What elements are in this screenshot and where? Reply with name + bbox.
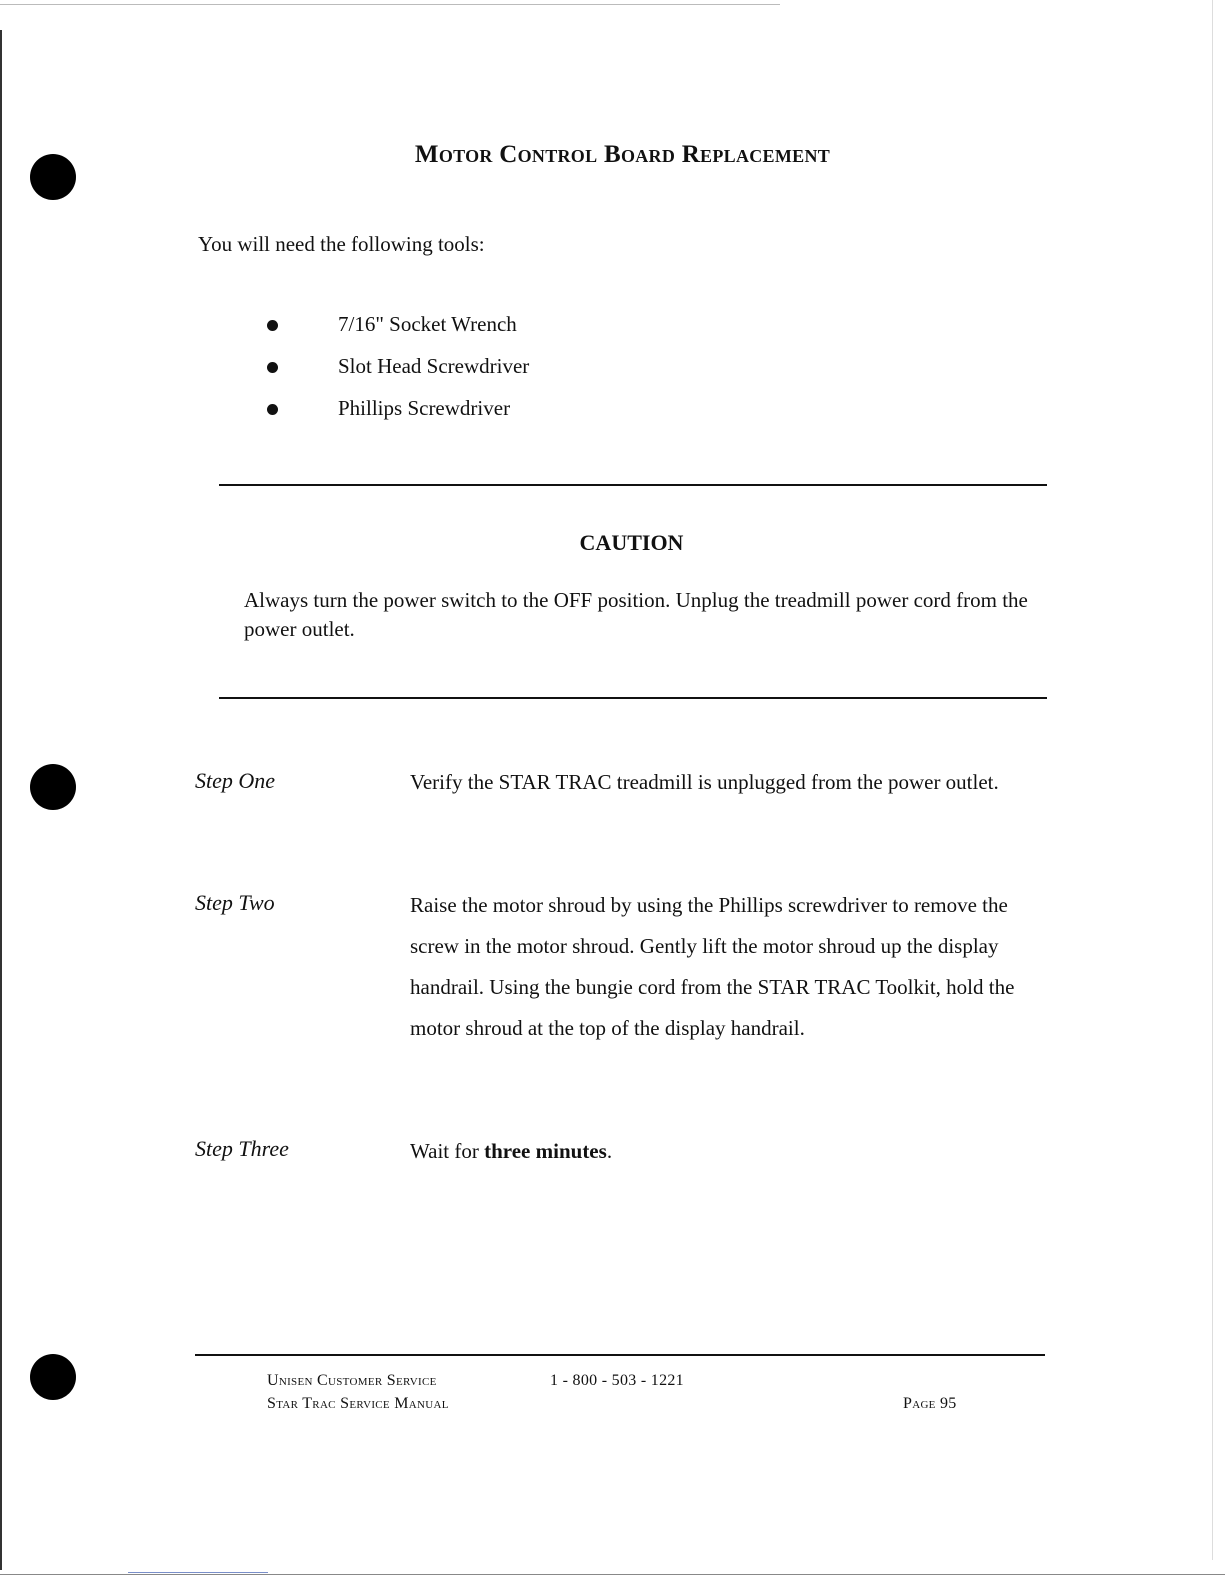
step-three-text-before: Wait for [410,1139,485,1163]
page-title: Motor Control Board Replacement [414,141,831,168]
bullet-icon [267,404,278,415]
footer-phone: 1 - 800 - 503 - 1221 [550,1372,684,1389]
caution-top-divider [219,484,1047,486]
punch-hole-bottom [30,1354,76,1400]
step-two-text: Raise the motor shroud by using the Phillips screwdriver to remove the screw in the motor shroud. Gently lift the motor shroud up the display handrail. Using the bungie cord from the STAR TRAC Toolkit, hold the motor shroud at the top of the display handrail. [410,893,1015,1040]
page-edge-left [0,30,2,1570]
bullet-icon [267,362,278,373]
step-one-label: Step One [195,768,276,793]
tool-list [267,312,529,438]
page-edge-right [1212,0,1213,1560]
tools-intro: You will need the following tools: [198,232,485,256]
step-three-text-after: . [606,1139,613,1163]
page-edge-bottom-mark [128,1572,268,1573]
caution-heading: CAUTION [579,530,684,555]
bullet-icon [267,320,278,331]
page-edge-bottom [0,1574,1225,1575]
step-three-text [410,1131,1040,1172]
tool-item [267,312,529,354]
tool-item [267,396,529,438]
tool-item-label: Phillips Screwdriver [338,396,511,420]
step-one-text: Verify the STAR TRAC treadmill is unplugged from the power outlet. [410,770,999,794]
tool-item-label: Slot Head Screwdriver [338,354,530,378]
step-three-label: Step Three [195,1136,289,1161]
footer-customer-service: Unisen Customer Service [267,1372,437,1389]
page-edge-top [0,4,780,5]
caution-bottom-divider [219,697,1047,699]
footer-page-number: Page 95 [903,1395,957,1412]
footer-divider [195,1354,1045,1356]
tool-item-label: 7/16" Socket Wrench [338,312,517,336]
step-two-label: Step Two [195,890,275,915]
footer-manual-name: Star Trac Service Manual [267,1395,449,1412]
punch-hole-middle [30,764,76,810]
tool-item [267,354,529,396]
caution-text: Always turn the power switch to the OFF position. Unplug the treadmill power cord from the power outlet. [244,588,1028,641]
step-three-emphasis: three minutes [484,1139,607,1163]
